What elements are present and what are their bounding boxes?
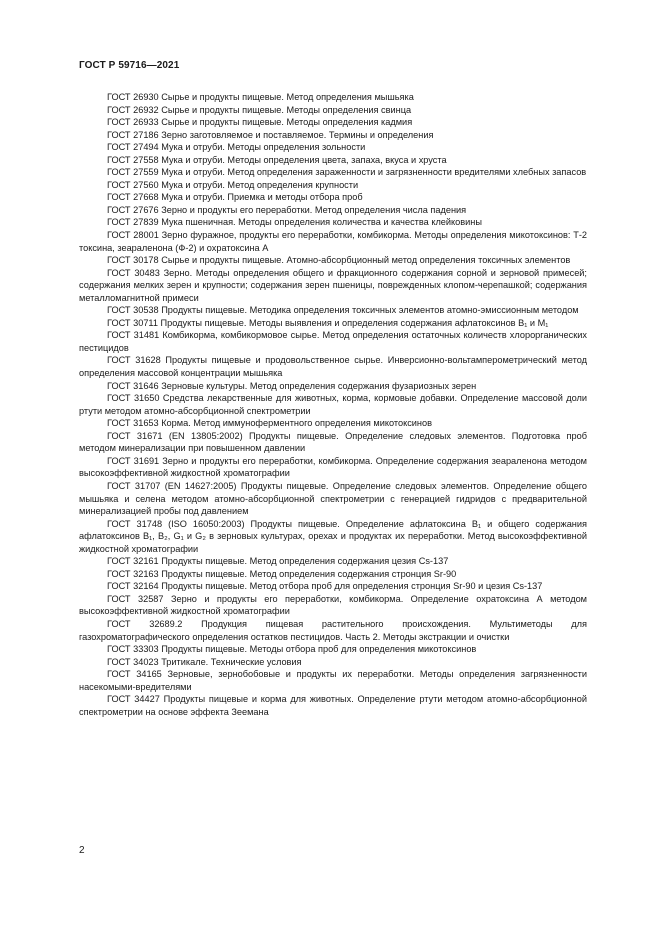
- reference-item: ГОСТ 34427 Продукты пищевые и корма для животных. Определение ртути методом атомно-абсорбционной спектрометрии на основе эффекта Зеемана: [79, 694, 587, 717]
- reference-item: ГОСТ 32163 Продукты пищевые. Метод определения содержания стронция Sr-90: [107, 568, 457, 579]
- reference-item: ГОСТ 34165 Зерновые, зернобобовые и продукты их переработки. Методы определения загрязненности насекомыми-вредителями: [79, 669, 587, 692]
- reference-item: ГОСТ 32164 Продукты пищевые. Метод отбора проб для определения стронция Sr-90 и цезия Cs-137: [107, 581, 543, 592]
- reference-item: ГОСТ 31646 Зерновые культуры. Метод определения содержания фузариозных зерен: [107, 380, 477, 391]
- reference-item: ГОСТ 26932 Сырье и продукты пищевые. Методы определения свинца: [107, 104, 412, 115]
- reference-item: ГОСТ 27668 Мука и отруби. Приемка и методы отбора проб: [107, 192, 363, 203]
- reference-item: ГОСТ 31628 Продукты пищевые и продовольственное сырье. Инверсионно-вольтамперометрический метод определения массовой концентрации мышьяка: [79, 355, 587, 379]
- reference-item: ГОСТ 31671 (EN 13805:2002) Продукты пищевые. Определение следовых элементов. Подготовка проб методом минерализации при повышенном давлении: [79, 430, 587, 454]
- reference-item: ГОСТ 27560 Мука и отруби. Метод определения крупности: [107, 179, 359, 190]
- reference-item: ГОСТ 32161 Продукты пищевые. Метод определения содержания цезия Cs-137: [107, 556, 449, 567]
- reference-item: ГОСТ 31653 Корма. Метод иммуноферментного определения микотоксинов: [107, 418, 432, 429]
- reference-item: ГОСТ 27494 Мука и отруби. Методы определения зольности: [107, 142, 366, 153]
- reference-item: ГОСТ 30538 Продукты пищевые. Методика определения токсичных элементов атомно-эмиссионным методом: [107, 305, 579, 316]
- reference-item: ГОСТ 30178 Сырье и продукты пищевые. Атомно-абсорбционный метод определения токсичных элементов: [107, 255, 571, 266]
- reference-item: ГОСТ 30483 Зерно. Методы определения общего и фракционного содержания сорной и зерновой примесей; содержания мелких зерен и крупности; содержания зерен пшеницы, поврежденных клопом-черепашкой; содержания металломагнитной примеси: [79, 267, 587, 303]
- reference-item: ГОСТ 31481 Комбикорма, комбикормовое сырье. Метод определения остаточных количеств хлорорганических пестицидов: [79, 330, 587, 353]
- reference-item: ГОСТ 27186 Зерно заготовляемое и поставляемое. Термины и определения: [107, 129, 434, 140]
- reference-item: ГОСТ 27676 Зерно и продукты его переработки. Метод определения числа падения: [107, 204, 467, 215]
- reference-item: ГОСТ 32689.2 Продукция пищевая растительного происхождения. Мультиметоды для газохроматографического определения остатков пестицидов. Часть 2. Методы экстракции и очистки: [79, 618, 587, 642]
- document-header: ГОСТ Р 59716—2021: [79, 60, 180, 71]
- reference-item: ГОСТ 27559 Мука и отруби. Метод определения зараженности и загрязненности вредителями хлебных запасов: [107, 167, 587, 178]
- reference-item: ГОСТ 27839 Мука пшеничная. Методы определения количества и качества клейковины: [107, 217, 482, 228]
- reference-item: ГОСТ 31707 (EN 14627:2005) Продукты пищевые. Определение следовых элементов. Определение общего мышьяка и селена методом атомно-абсорбционной спектрометрии с генерацией гидридов с предварительной минерализацией пробы под давлением: [79, 480, 587, 517]
- reference-item: ГОСТ 31748 (ISO 16050:2003) Продукты пищевые. Определение афлатоксина B₁ и общего содержания афлатоксинов B₁, B₂, G₁ и G₂ в зерновых культурах, орехах и продуктах их переработки. Метод высокоэффективной жидкостной хроматографии: [79, 518, 587, 554]
- reference-item: ГОСТ 32587 Зерно и продукты его переработки, комбикорма. Определение охратоксина А методом высокоэффективной жидкостной хроматографии: [79, 593, 587, 617]
- reference-item: ГОСТ 26933 Сырье и продукты пищевые. Методы определения кадмия: [107, 117, 413, 128]
- reference-item: ГОСТ 30711 Продукты пищевые. Методы выявления и определения содержания афлатоксинов B₁ и M₁: [107, 317, 549, 328]
- reference-item: ГОСТ 26930 Сырье и продукты пищевые. Метод определения мышьяка: [107, 92, 414, 102]
- normative-references-list: [79, 91, 587, 718]
- reference-item: ГОСТ 34023 Тритикале. Технические условия: [107, 656, 302, 667]
- reference-item: ГОСТ 27558 Мука и отруби. Методы определения цвета, запаха, вкуса и хруста: [107, 154, 447, 165]
- page-number: 2: [79, 845, 85, 856]
- reference-item: ГОСТ 31650 Средства лекарственные для животных, корма, кормовые добавки. Определение массовой доли ртути методом атомно-абсорбционной спектрометрии: [79, 393, 587, 416]
- reference-item: ГОСТ 31691 Зерно и продукты его переработки, комбикорма. Определение содержания зеараленона методом высокоэффективной жидкостной хроматографии: [79, 455, 587, 479]
- reference-item: ГОСТ 33303 Продукты пищевые. Методы отбора проб для определения микотоксинов: [107, 644, 477, 655]
- reference-item: ГОСТ 28001 Зерно фуражное, продукты его переработки, комбикорма. Методы определения микотоксинов: Т-2 токсина, зеараленона (Ф-2) и охратоксина А: [79, 230, 587, 253]
